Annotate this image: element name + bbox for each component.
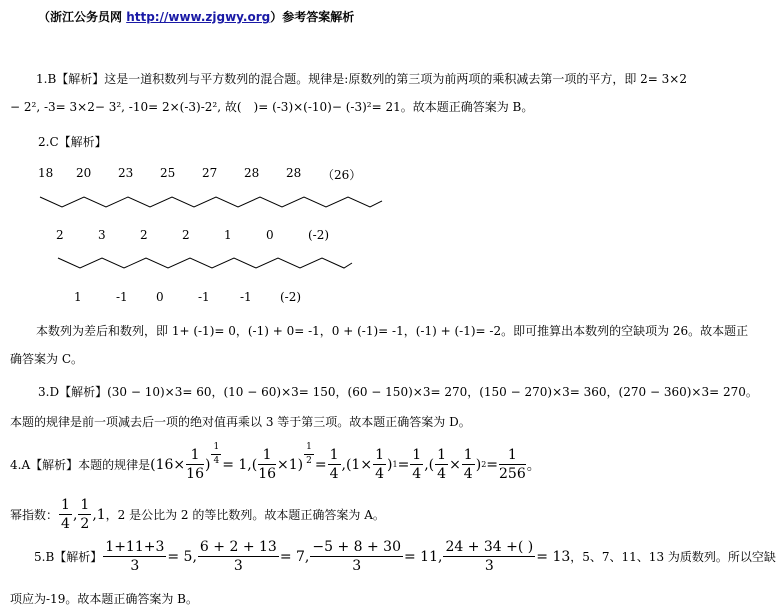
q2-row3-item: 1 (74, 290, 82, 304)
q5-f4-numerator: 24 + 34 +( ) (445, 539, 534, 555)
q5-f2-denominator: 3 (233, 558, 243, 574)
q2-row1-item: 25 (160, 166, 176, 180)
q5-f4-result: = 13 (536, 548, 571, 565)
q5-fraction-3 (310, 540, 403, 573)
q5-line1 (34, 540, 776, 573)
q5-f2-result: = 7, (279, 548, 310, 565)
q4-line2-prefix: 幂指数： (10, 508, 59, 522)
q2-row2-item: 2 (56, 228, 64, 242)
q2-label: 2.C【解析】 (38, 135, 107, 149)
q2-row1-item: 20 (76, 166, 92, 180)
q2-explain-line2: 确答案为 C。 (10, 352, 83, 366)
q2-row2-item: (-2) (308, 228, 330, 242)
q2-row3-item: -1 (116, 290, 128, 304)
q2-row1-item: 18 (38, 166, 54, 180)
q2-row1-item: 27 (202, 166, 218, 180)
q5-fraction-1 (103, 540, 166, 573)
q2-row2-item: 2 (140, 228, 148, 242)
q2-row2-item: 0 (266, 228, 274, 242)
q2-row1-item: 28 (244, 166, 260, 180)
q5-f1-numerator: 1+11+3 (105, 539, 165, 555)
q2-row1-item: 23 (118, 166, 134, 180)
q1-line2: − 2², -3= 3×2− 3², -10= 2×(-3)-2², 故( )= (-3)×(-10)− (-3)²= 21。故本题正确答案为 B。 (10, 100, 534, 114)
q2-row3-item: -1 (240, 290, 252, 304)
q2-row2-item: 2 (182, 228, 190, 242)
q5-line2: 项应为-19。故本题正确答案为 B。 (10, 592, 198, 606)
q3-text1: (30 − 10)×3= 60，(10 − 60)×3= 150，(60 − 150)×3= 270，(150 − 270)×3= 360，(270 − 360)×3= 270。 (107, 385, 758, 399)
q4-formula: (16× $\frac{1}{16}$ ) $^{\frac{1}{4}}$ = 1,( $\frac{1}{16}$ ×1) $^{\frac{1}{2}}$ = $\frac{1}{4}$ ,(1× $\frac{1}{4}$ ) 1 = $\frac{1}{4}$ ,( $\frac{1}{4}$ × $\frac{1}{4}$ ) 2 = $\frac{1}{256}$ 。 (150, 442, 541, 482)
q4-line2 (10, 498, 385, 531)
q1-label: 1.B【解析】 (36, 72, 105, 86)
q4-intro: 本题的规律是 (78, 458, 151, 472)
q5-f3-result: = 11, (403, 548, 443, 565)
q1-text1: 这是一道积数列与平方数列的混合题。规律是:原数列的第三项为前两项的乘积减去第一项的平方，即 2= 3×2 (104, 72, 687, 86)
q3-line2: 本题的规律是前一项减去后一项的绝对值再乘以 3 等于第三项。故本题正确答案为 D。 (10, 415, 471, 429)
q5-f1-result: = 5, (167, 548, 197, 565)
q5-tail: ，5、7、11、13 为质数列。所以空缺 (570, 550, 776, 564)
q5-f4-denominator: 3 (484, 558, 494, 574)
q2-row2-item: 1 (224, 228, 232, 242)
q5-fraction-4 (443, 540, 535, 573)
q4-line2-suffix: ，2 是公比为 2 的等比数列。故本题正确答案为 A。 (105, 508, 385, 522)
q4-exponents: $\frac{1}{4}$ , $\frac{1}{2}$ ,1 (61, 497, 106, 532)
zigzag-line-1 (40, 197, 382, 207)
q5-f3-numerator: −5 + 8 + 30 (312, 539, 401, 555)
header-link[interactable]: http://www.zjgwy.org (126, 10, 271, 24)
q4-line1 (10, 442, 541, 482)
q3-label: 3.D【解析】 (38, 385, 108, 399)
header-suffix: ）参考答案解析 (270, 10, 355, 24)
q2-row1-item: 28 (286, 166, 302, 180)
q5-f3-denominator: 3 (352, 558, 362, 574)
header-prefix: （浙江公务员网 (38, 10, 127, 24)
q2-row3-item: 0 (156, 290, 164, 304)
q2-row3-item: (-2) (280, 290, 302, 304)
q5-label: 5.B【解析】 (34, 550, 103, 564)
q5-f1-denominator: 3 (130, 558, 140, 574)
q3-line1 (38, 383, 758, 400)
q2-row1-item: （26） (322, 168, 362, 182)
q2-row3-item: -1 (198, 290, 210, 304)
q2-explain-line1: 本数列为差后和数列，即 1+ (-1)= 0，(-1) + 0= -1，0 + (-1)= -1，(-1) + (-1)= -2。即可推算出本数列的空缺项为 26。故本题正 (36, 324, 749, 338)
q5-fraction-2 (198, 540, 279, 573)
zigzag-line-2 (58, 258, 352, 268)
q2-row2-item: 3 (98, 228, 106, 242)
q4-label: 4.A【解析】 (10, 458, 79, 472)
q5-f2-numerator: 6 + 2 + 13 (199, 539, 277, 555)
